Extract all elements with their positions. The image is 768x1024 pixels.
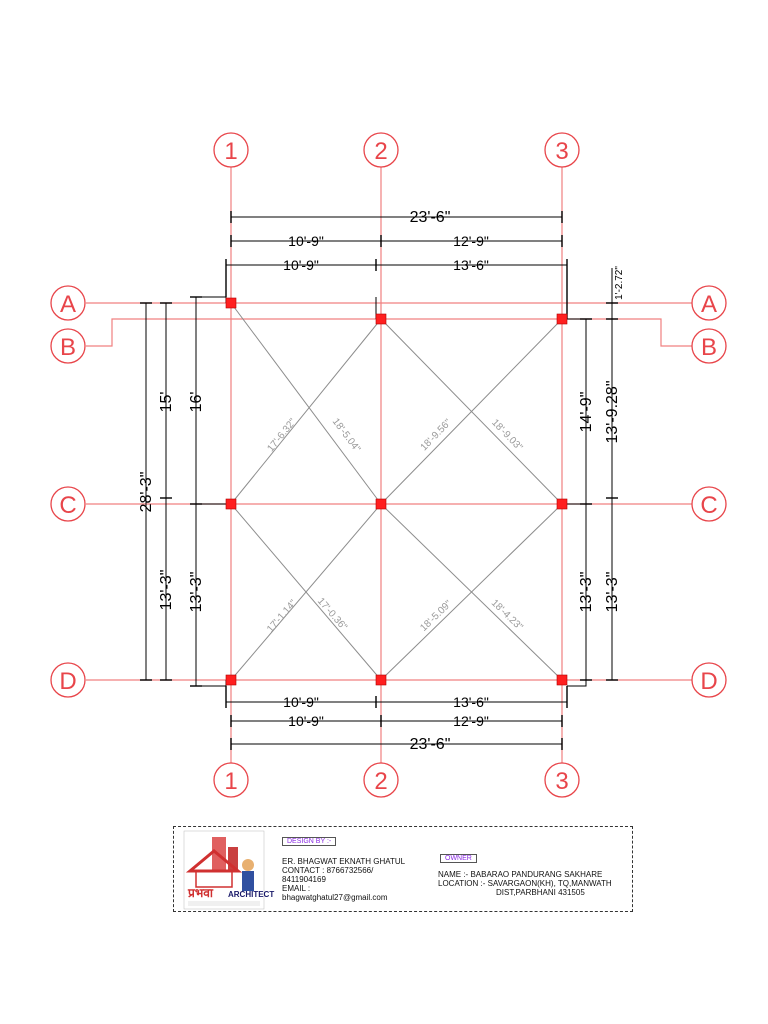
grid-bubble-right-d: [692, 663, 726, 697]
architect-logo: [184, 831, 275, 909]
diagonal-label: 18'-9.56": [418, 417, 454, 454]
right-ab-dimension: 1'-2.72": [614, 266, 625, 300]
grid-bubble-left-a: [51, 286, 85, 320]
svg-text:1: 1: [224, 138, 238, 165]
svg-text:C: C: [700, 492, 718, 519]
title-block: [173, 826, 633, 912]
svg-text:2: 2: [374, 138, 388, 165]
owner-location: LOCATION :- SAVARGAON(KH), TQ,MANWATH: [438, 879, 612, 888]
column-d3: [557, 675, 567, 685]
top-dimension-left: 10'-9": [288, 233, 324, 249]
column-c2: [376, 499, 386, 509]
svg-text:3: 3: [555, 768, 569, 795]
bottom-dimension-left: 10'-9": [283, 694, 319, 710]
svg-text:ARCHITECT: ARCHITECT: [228, 890, 275, 899]
top-dimension-right: 12'-9": [453, 233, 489, 249]
owner-tag: OWNER: [440, 854, 477, 863]
left-overall-dimension: 28'-3": [138, 471, 155, 513]
diagonal-label: 17'-0.36": [314, 595, 349, 633]
bottom-dimensions: [226, 686, 567, 750]
right-inner-dimension-upper: 14'-9": [578, 391, 595, 433]
grid-bubble-top-2: [364, 133, 398, 167]
grid-bubble-left-c: [51, 487, 85, 521]
svg-text:1: 1: [224, 768, 238, 795]
right-inner-dimension-lower: 13'-3": [578, 571, 595, 613]
right-outer-dimension-lower: 13'-3": [604, 571, 621, 613]
svg-text:D: D: [59, 668, 77, 695]
grid-bubble-bottom-3: [545, 763, 579, 797]
diagonal-label: 18'-5.09": [418, 598, 455, 634]
bottom-dimension-left-2: 10'-9": [288, 713, 324, 729]
right-dimensions: [580, 268, 618, 680]
column-leaders: [196, 297, 586, 686]
column-d1: [226, 675, 236, 685]
top-overall-dimension: 23'-6": [409, 209, 451, 226]
diagonal-label: 18'-4.23": [488, 597, 525, 633]
left-dimension-lower: 13'-3": [158, 569, 175, 611]
grid-bubble-right-b: [692, 329, 726, 363]
svg-text:A: A: [700, 291, 718, 318]
column-b2: [376, 314, 386, 324]
diagonal-label: 17'-6.32": [265, 416, 299, 455]
bottom-overall-dimension: 23'-6": [409, 736, 451, 753]
top-dimension-left-2: 10'-9": [283, 257, 319, 273]
grid-bubble-left-d: [51, 663, 85, 697]
grid-bubble-right-c: [692, 487, 726, 521]
left-inner-dimension-upper: 16': [188, 391, 205, 413]
column-b3: [557, 314, 567, 324]
bottom-dimension-right-2: 12'-9": [453, 713, 489, 729]
designer-contact-2: 8411904169: [282, 875, 326, 884]
owner-location-2: DIST,PARBHANI 431505: [496, 888, 585, 897]
column-c1: [226, 499, 236, 509]
diagonal-label: 18'-9.03": [489, 417, 525, 454]
designer-email-label: EMAIL :: [282, 884, 311, 893]
svg-text:D: D: [700, 668, 718, 695]
grid-bubble-left-b: [51, 329, 85, 363]
designer-contact: CONTACT : 8766732566/: [282, 866, 374, 875]
column-a1: [226, 298, 236, 308]
top-dimension-right-2: 13'-6": [453, 257, 489, 273]
svg-text:C: C: [59, 492, 77, 519]
left-inner-dimension-lower: 13'-3": [188, 571, 205, 613]
svg-text:A: A: [59, 291, 77, 318]
grid-bubble-top-1: [214, 133, 248, 167]
grid-bubble-bottom-1: [214, 763, 248, 797]
column-c3: [557, 499, 567, 509]
left-dimension-upper: 15': [158, 391, 175, 413]
right-outer-dimension-upper: 13'-9.28": [604, 380, 621, 444]
grid-bubble-right-a: [692, 286, 726, 320]
grid-bubble-top-3: [545, 133, 579, 167]
diagonal-label: 18'-5.04": [329, 416, 363, 455]
design-by-tag: DESIGN BY :-: [282, 837, 336, 846]
svg-text:B: B: [59, 334, 77, 361]
svg-text:3: 3: [555, 138, 569, 165]
svg-text:प्रभवा: प्रभवा: [188, 886, 214, 900]
svg-text:B: B: [700, 334, 718, 361]
designer-name: ER. BHAGWAT EKNATH GHATUL: [282, 857, 406, 866]
svg-text:2: 2: [374, 768, 388, 795]
diagonal-label: 17'-1.14": [265, 597, 300, 635]
bottom-dimension-right: 13'-6": [453, 694, 489, 710]
grid-bubble-bottom-2: [364, 763, 398, 797]
owner-name: NAME :- BABARAO PANDURANG SAKHARE: [438, 870, 603, 879]
designer-email: bhagwatghatul27@gmail.com: [282, 893, 388, 902]
grid-line-b: [86, 319, 692, 346]
column-d2: [376, 675, 386, 685]
